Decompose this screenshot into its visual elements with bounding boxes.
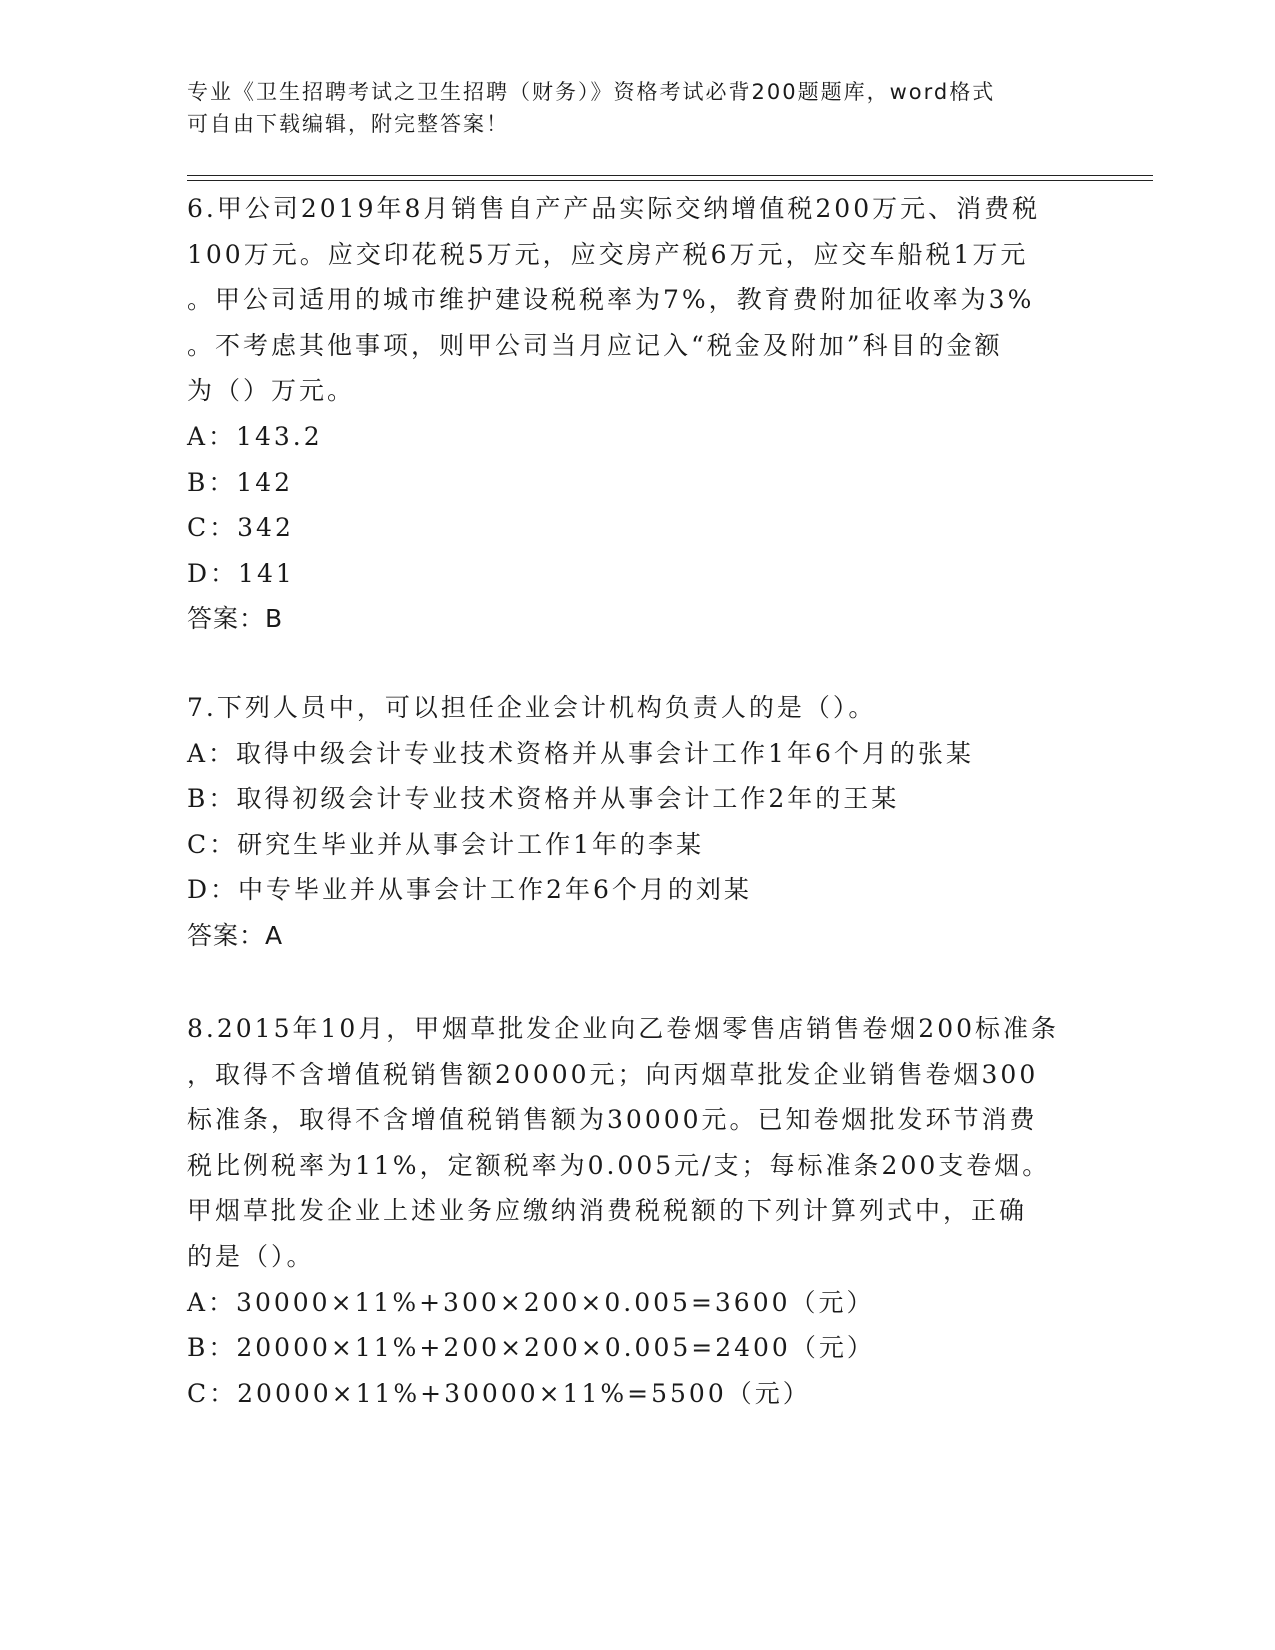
question-line: 7.下列人员中，可以担任企业会计机构负责人的是（）。 [187, 693, 877, 722]
question-7 [187, 685, 1087, 959]
question-line: 100万元。应交印花税5万元，应交房产税6万元，应交车船税1万元 [187, 239, 1029, 269]
question-line: ，取得不含增值税销售额20000元；向丙烟草批发企业销售卷烟300 [187, 1059, 1039, 1089]
option-b: B：142 [187, 467, 294, 497]
question-line: 。甲公司适用的城市维护建设税税率为7%，教育费附加征收率为3% [187, 285, 1035, 315]
option-c: C：20000×11%+30000×11%=5500（元） [187, 1378, 811, 1408]
option-b: B：取得初级会计专业技术资格并从事会计工作2年的王某 [187, 784, 900, 814]
question-line: 标准条，取得不含增值税销售额为30000元。已知卷烟批发环节消费 [187, 1105, 1038, 1135]
question-line: 。不考虑其他事项，则甲公司当月应记入“税金及附加”科目的金额 [187, 330, 1003, 360]
answer: 答案：A [187, 920, 284, 950]
question-line: 6.甲公司2019年8月销售自产产品实际交纳增值税200万元、消费税 [187, 194, 1041, 223]
header-line-2: 可自由下载编辑，附完整答案！ [187, 112, 509, 136]
question-line: 甲烟草批发企业上述业务应缴纳消费税税额的下列计算列式中，正确 [187, 1196, 1028, 1226]
option-b: B：20000×11%+200×200×0.005=2400（元） [187, 1333, 875, 1363]
answer: 答案：B [187, 604, 284, 634]
header-divider-top [187, 175, 1153, 176]
question-line: 税比例税率为11%，定额税率为0.005元/支；每标准条200支卷烟。 [187, 1150, 1051, 1180]
question-8 [187, 1006, 1087, 1416]
option-d: D：141 [187, 558, 295, 588]
option-c: C：研究生毕业并从事会计工作1年的李某 [187, 829, 705, 859]
option-d: D：中专毕业并从事会计工作2年6个月的刘某 [187, 875, 752, 905]
header-line-1: 专业《卫生招聘考试之卫生招聘（财务）》资格考试必背200题题库，word格式 [187, 80, 996, 104]
question-6 [187, 186, 1087, 642]
question-line: 为（）万元。 [187, 376, 356, 406]
question-line: 的是（）。 [187, 1241, 315, 1271]
option-a: A：143.2 [187, 421, 323, 451]
option-a: A：30000×11%+300×200×0.005=3600（元） [187, 1287, 875, 1317]
option-c: C：342 [187, 513, 294, 543]
option-a: A：取得中级会计专业技术资格并从事会计工作1年6个月的张某 [187, 738, 974, 768]
document-header [187, 76, 1067, 140]
header-divider-bottom [187, 180, 1153, 181]
question-line: 8.2015年10月，甲烟草批发企业向乙卷烟零售店销售卷烟200标准条 [187, 1014, 1060, 1043]
